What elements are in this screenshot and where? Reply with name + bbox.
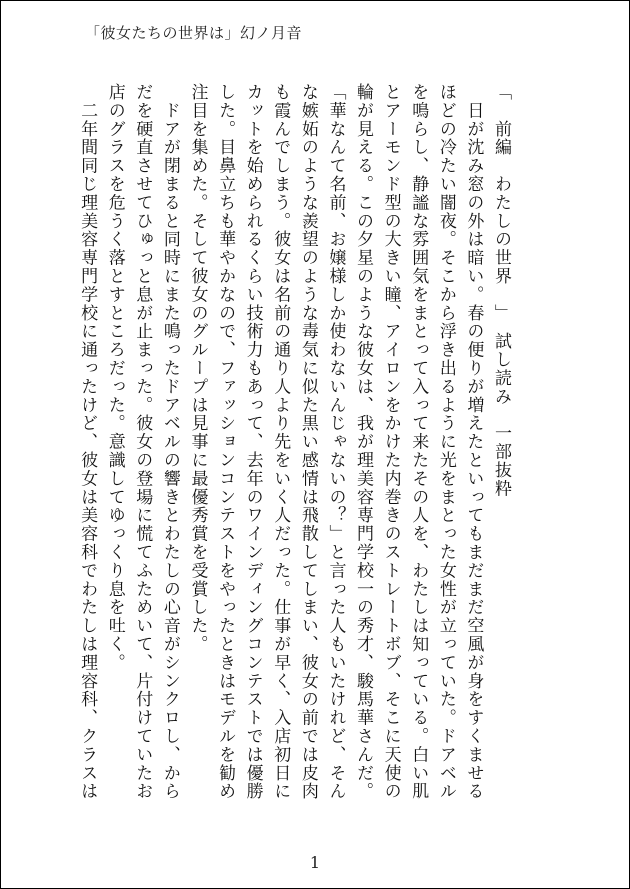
text-line: 店のグラスを危うく落とすところだった。意識してゆっくり息を吐く。 xyxy=(104,83,125,672)
text-line: を鳴らし、静謐な雰囲気をまとって入って来たその人を、わたしは知っている。白い肌 xyxy=(408,83,429,801)
text-line: 日が沈み窓の外は暗い。春の便りが増えたといってもまだまだ空風が身をすくませる xyxy=(463,83,484,801)
text-line: ほどの冷たい闇夜。そこから浮き出るように光をまとった女性が立っていた。ドアベル xyxy=(435,83,456,801)
text-line: な嫉妬のような羨望のような毒気に似た黒い感情は飛散してしまい、彼女の前では皮肉 xyxy=(297,83,318,801)
text-line: ドアが閉まると同時にまた鳴ったドアベルの響きとわたしの心音がシンクロし、から xyxy=(159,83,180,801)
running-header: 「彼女たちの世界は」幻ノ月音 xyxy=(85,24,303,42)
page-number: 1 xyxy=(309,853,321,872)
text-line: 輪が見える。この夕星のような彼女は、我が理美容専門学校一の秀才、駿馬華さんだ。 xyxy=(353,83,374,801)
text-line: した。目鼻立ちも華やかなので、ファッションコンテストをやったときはモデルを勧め xyxy=(215,83,236,801)
text-line: 「華なんて名前、お嬢様しか使わないんじゃないの？」と言った人もいたけれど、そん xyxy=(325,83,346,801)
text-line: だを硬直させてひゅっと息が止まった。彼女の登場に慌てふためいて、片付けていたお xyxy=(132,83,153,801)
text-line: カットを始められるくらい技術力もあって、去年のワインディングコンテストでは優勝 xyxy=(242,83,263,801)
vertical-body-text xyxy=(74,83,514,843)
text-line: 注目を集めた。そして彼女のグループは見事に最優秀賞を受賞した。 xyxy=(187,83,208,654)
text-line: とアーモンド型の大きい瞳、アイロンをかけた内巻きのストレートボブ、そこに天使の xyxy=(380,83,401,801)
text-line: 二年間同じ理美容専門学校に通ったけど、彼女は美容科でわたしは理容科、クラスは xyxy=(77,83,98,801)
text-line: も霞んでしまう。彼女は名前の通り人より先をいく人だった。仕事が早く、入店初日に xyxy=(270,83,291,801)
section-title: 「 前編 わたしの世界 」 試し読み 一部抜粋 xyxy=(491,83,511,498)
